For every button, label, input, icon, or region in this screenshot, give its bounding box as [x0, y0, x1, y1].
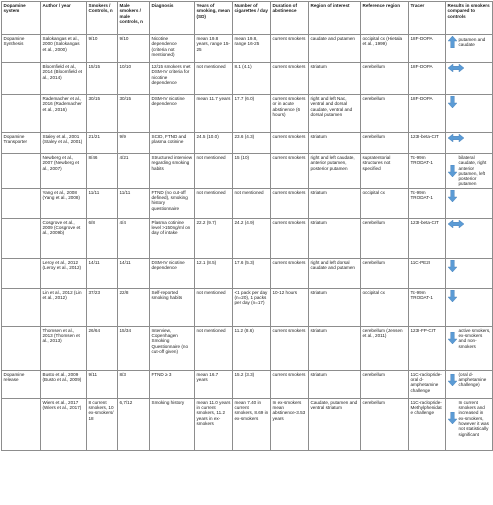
- cell-years: not mentioned: [195, 326, 233, 370]
- cell-result: [446, 288, 493, 326]
- cell-author: Lin et al., 2012 (Lin et al., 2012): [41, 288, 87, 326]
- cell-tracer: 123I-FP-CIT: [409, 326, 446, 370]
- cell-result: [446, 35, 493, 63]
- arrow-left-right-icon: [448, 134, 464, 142]
- cell-ref: cerebellum: [361, 258, 409, 288]
- cell-result: [446, 370, 493, 398]
- cell-n: 6/8: [87, 218, 118, 258]
- result-content: [448, 64, 491, 72]
- cell-male: 22/8: [118, 288, 150, 326]
- cell-years: mean 19.8 years, range 15-25: [195, 35, 233, 63]
- cell-diagnosis: SCID, FTND and plasma cotinine: [150, 133, 195, 154]
- cell-author: Cosgrove et al., 2009 (Cosgrove et al., 2009b): [41, 218, 87, 258]
- header-cell: Diagnosis: [150, 2, 195, 35]
- cell-cigs: 8.1 (4.1): [233, 63, 271, 95]
- cell-roi: striatum: [309, 218, 361, 258]
- cell-author: Yang et al., 2008 (Yang et al., 2008): [41, 188, 87, 218]
- cell-cigs: 23.6 (4.3): [233, 133, 271, 154]
- cell-ref: occipital cx: [361, 188, 409, 218]
- cell-diagnosis: Nicotine dependence (criteria not mentioned): [150, 35, 195, 63]
- arrow-down-icon: [448, 374, 457, 386]
- cell-tracer: 11C-PE2I: [409, 258, 446, 288]
- cell-ref: cerebellum: [361, 133, 409, 154]
- cell-result: [446, 218, 493, 258]
- cell-cigs: 15 (10): [233, 154, 271, 189]
- cell-ref: cerebellum: [361, 218, 409, 258]
- cell-ref: supratentorial structures not specified: [361, 154, 409, 189]
- cell-male: 4/4: [118, 218, 150, 258]
- result-text: active smokers, ex-smokers and non-smokers: [458, 327, 491, 349]
- cell-author: Newberg et al., 2007 (Newberg et al., 2007): [41, 154, 87, 189]
- cell-male: 4/21: [118, 154, 150, 189]
- cell-system: [2, 188, 41, 218]
- table-row: [2, 218, 493, 258]
- cell-ref: cerebellum (Jensen et al., 2011): [361, 326, 409, 370]
- cell-ref: occipital cx (Hietala et al., 1999): [361, 35, 409, 63]
- cell-roi: striatum: [309, 133, 361, 154]
- table-row: [2, 95, 493, 133]
- cell-ref: cerebellum: [361, 63, 409, 95]
- cell-diagnosis: Smoking history: [150, 398, 195, 450]
- header-cell: Reference region: [361, 2, 409, 35]
- cell-abstinence: current smokers: [271, 326, 309, 370]
- header-cell: Results in smokers compared to controls: [446, 2, 493, 35]
- cell-roi: caudate and putamen: [309, 35, 361, 63]
- cell-author: Wiers et al., 2017 (Wiers et al., 2017): [41, 398, 87, 450]
- cell-abstinence: current smokers: [271, 370, 309, 398]
- cell-n: 30/15: [87, 95, 118, 133]
- cell-years: not mentioned: [195, 63, 233, 95]
- cell-n: 15/15: [87, 63, 118, 95]
- cell-diagnosis: Structured interview regarding smoking habits: [150, 154, 195, 189]
- result-content: [448, 190, 491, 202]
- cell-years: 24.5 (10.0): [195, 133, 233, 154]
- cell-male: 8/3: [118, 370, 150, 398]
- cell-abstinence: current smokers: [271, 218, 309, 258]
- cell-abstinence: In ex-smokers mean abstinence-3.53 years: [271, 398, 309, 450]
- result-content: [448, 260, 491, 272]
- cell-system: Dopamine Transporter: [2, 133, 41, 154]
- cell-years: 12.1 (8.5): [195, 258, 233, 288]
- cell-tracer: 18F-DOPA: [409, 35, 446, 63]
- cell-roi: striatum: [309, 63, 361, 95]
- cell-author: Leroy et al., 2012 (Leroy et al., 2012): [41, 258, 87, 288]
- cell-author: Bloomfield et al., 2014 (Bloomfield et al., 2014): [41, 63, 87, 95]
- table-row: [2, 398, 493, 450]
- cell-n: 21/21: [87, 133, 118, 154]
- cell-system: [2, 288, 41, 326]
- table-row: [2, 188, 493, 218]
- result-text: bilateral caudate, right anterior putamen, left posterior putamen: [458, 155, 487, 187]
- arrow-down-icon: [448, 412, 457, 424]
- cell-abstinence: current smokers: [271, 133, 309, 154]
- result-content: [448, 96, 491, 108]
- table-row: [2, 133, 493, 154]
- cell-cigs: mean 7.40 in current smokers, 8.69 in ex-smokers: [233, 398, 271, 450]
- header-cell: Author / year: [41, 2, 87, 35]
- cell-result: [446, 133, 493, 154]
- cell-cigs: 24.2 (4.9): [233, 218, 271, 258]
- cell-abstinence: current smokers: [271, 188, 309, 218]
- cell-system: [2, 258, 41, 288]
- header-cell: Number of cigarettes / day: [233, 2, 271, 35]
- header-cell: Years of smoking, mean (SD): [195, 2, 233, 35]
- cell-cigs: 17.7 (6.0): [233, 95, 271, 133]
- cell-roi: right and left Nac, ventral and dorsal caudate, ventral and dorsal putamen: [309, 95, 361, 133]
- cell-years: not mentioned: [195, 154, 233, 189]
- arrow-down-icon: [448, 190, 457, 202]
- cell-diagnosis: FTND (no cut-off defined), smoking history questionnaire: [150, 188, 195, 218]
- cell-n: 8/46: [87, 154, 118, 189]
- cell-n: 14/11: [87, 258, 118, 288]
- cell-tracer: Tc-99m TRODAT-1: [409, 188, 446, 218]
- cell-roi: striatum: [309, 326, 361, 370]
- arrow-down-icon: [448, 290, 457, 302]
- cell-years: mean 11.7 years: [195, 95, 233, 133]
- cell-system: [2, 154, 41, 189]
- cell-system: [2, 326, 41, 370]
- result-content: [448, 220, 491, 228]
- cell-result: [446, 188, 493, 218]
- cell-abstinence: current smokers: [271, 258, 309, 288]
- arrow-left-right-icon: [448, 220, 464, 228]
- cell-n: 9/11: [87, 370, 118, 398]
- result-content: [448, 155, 491, 187]
- cell-male: 14/11: [118, 258, 150, 288]
- cell-tracer: 123I-beta-CIT: [409, 218, 446, 258]
- cell-ref: cerebellum: [361, 95, 409, 133]
- cell-diagnosis: FTND ≥ 3: [150, 370, 195, 398]
- cell-tracer: 11C-raclopride-oral d-amphetamine challenge: [409, 370, 446, 398]
- table-row: [2, 258, 493, 288]
- cell-n: 26/64: [87, 326, 118, 370]
- cell-system: [2, 218, 41, 258]
- cell-diagnosis: Interview, Copenhagen Smoking Questionnaire (no cut-off given): [150, 326, 195, 370]
- cell-n: 11/11: [87, 188, 118, 218]
- result-content: [448, 134, 491, 142]
- header-cell: Male smokers / male controls, n: [118, 2, 150, 35]
- cell-abstinence: current smokers: [271, 154, 309, 189]
- cell-male: 15/34: [118, 326, 150, 370]
- cell-roi: right and left caudate, anterior putamen, posterior putamen: [309, 154, 361, 189]
- cell-n: 37/23: [87, 288, 118, 326]
- cell-system: [2, 63, 41, 95]
- table-row: [2, 35, 493, 63]
- table-body: [2, 35, 493, 451]
- result-content: [448, 328, 491, 349]
- cell-roi: striatum: [309, 188, 361, 218]
- cell-male: 11/11: [118, 188, 150, 218]
- cell-roi: Caudate, putamen and ventral striatum: [309, 398, 361, 450]
- cell-system: Dopamine Synthesis: [2, 35, 41, 63]
- cell-author: Thomsen et al., 2013 (Thomsen et al., 2013): [41, 326, 87, 370]
- cell-tracer: Tc-99m TRODAT-1: [409, 154, 446, 189]
- cell-roi: striatum: [309, 370, 361, 398]
- arrow-up-icon: [448, 36, 457, 48]
- cell-years: mean 11.0 years in current smokers, 11.2 years in ex-smokers: [195, 398, 233, 450]
- cell-diagnosis: 12/15 smokers met DSM-IV criteria for nicotine dependence: [150, 63, 195, 95]
- cell-author: Salokangas et al., 2000 (Salokangas et al., 2000): [41, 35, 87, 63]
- result-text: In current smokers and increased in ex-smokers, however it was not statistically significant: [458, 399, 489, 437]
- cell-roi: right and left dorsal caudate and putamen: [309, 258, 361, 288]
- cell-result: [446, 63, 493, 95]
- cell-system: Dopamine release: [2, 370, 41, 398]
- arrow-left-right-icon: [448, 64, 464, 72]
- cell-tracer: 18F-DOPA: [409, 95, 446, 133]
- cell-roi: striatum: [309, 288, 361, 326]
- cell-ref: occipital cx: [361, 288, 409, 326]
- cell-diagnosis: Plasma cotinine level >150ng/ml on day of intake: [150, 218, 195, 258]
- cell-years: not mentioned: [195, 188, 233, 218]
- header-cell: Duration of abstinence: [271, 2, 309, 35]
- header-cell: Region of interest: [309, 2, 361, 35]
- cell-cigs: 11.2 (8.6): [233, 326, 271, 370]
- cell-male: 30/15: [118, 95, 150, 133]
- studies-table: [1, 1, 493, 451]
- header-cell: Smokers / Controls, n: [87, 2, 118, 35]
- cell-author: Rademacher et al., 2016 (Rademacher et al., 2016): [41, 95, 87, 133]
- result-text: putamen and caudate: [458, 36, 486, 47]
- header-cell: Dopamine system: [2, 2, 41, 35]
- table-row: [2, 154, 493, 189]
- cell-result: [446, 258, 493, 288]
- cell-n: 8 current smokers, 10 ex-smokers/ 18: [87, 398, 118, 450]
- cell-cigs: not mentioned: [233, 188, 271, 218]
- cell-cigs: 15.2 (3.3): [233, 370, 271, 398]
- table-row: [2, 288, 493, 326]
- cell-tracer: 18F-DOPA: [409, 63, 446, 95]
- cell-author: Staley et al., 2001 (Staley et al., 2001): [41, 133, 87, 154]
- cell-result: [446, 326, 493, 370]
- cell-years: 22.2 (9.7): [195, 218, 233, 258]
- arrow-down-icon: [448, 332, 457, 344]
- cell-cigs: mean 19.8, range 16-25: [233, 35, 271, 63]
- result-content: [448, 290, 491, 302]
- cell-n: 9/10: [87, 35, 118, 63]
- cell-ref: cerebellum: [361, 370, 409, 398]
- cell-abstinence: current smokers or in acute abstinence (6 hours): [271, 95, 309, 133]
- table-row: [2, 326, 493, 370]
- arrow-down-icon: [448, 260, 457, 272]
- cell-ref: cerebellum: [361, 398, 409, 450]
- cell-tracer: Tc-99m TRODAT-1: [409, 288, 446, 326]
- cell-tracer: 11C-raclopride-Methylphenidate challenge: [409, 398, 446, 450]
- result-text: (oral d-amphetamine challenge): [458, 371, 487, 388]
- cell-result: [446, 154, 493, 189]
- table-row: [2, 63, 493, 95]
- cell-male: 9/9: [118, 133, 150, 154]
- cell-abstinence: current smokers: [271, 35, 309, 63]
- result-content: [448, 372, 491, 388]
- cell-result: [446, 95, 493, 133]
- result-content: [448, 400, 491, 437]
- cell-author: Busto et al., 2009 (Busto et al., 2009): [41, 370, 87, 398]
- cell-abstinence: current smokers: [271, 63, 309, 95]
- cell-male: 9/10: [118, 35, 150, 63]
- cell-result: [446, 398, 493, 450]
- cell-years: not mentioned: [195, 288, 233, 326]
- table-header-row: [2, 2, 493, 35]
- arrow-down-icon: [448, 96, 457, 108]
- table-row: [2, 370, 493, 398]
- cell-cigs: 17.6 (5.3): [233, 258, 271, 288]
- cell-diagnosis: Self-reported smoking habits: [150, 288, 195, 326]
- cell-diagnosis: DSM-IV nicotine dependence: [150, 95, 195, 133]
- cell-years: mean 16.7 years: [195, 370, 233, 398]
- header-cell: Tracer: [409, 2, 446, 35]
- cell-tracer: 123I-beta-CIT: [409, 133, 446, 154]
- cell-system: [2, 95, 41, 133]
- cell-abstinence: 10-12 hours: [271, 288, 309, 326]
- cell-system: [2, 398, 41, 450]
- cell-male: 10/10: [118, 63, 150, 95]
- arrow-down-icon: [448, 165, 457, 177]
- cell-male: 6,7/12: [118, 398, 150, 450]
- cell-diagnosis: DSM-IV nicotine dependence: [150, 258, 195, 288]
- result-content: [448, 36, 491, 48]
- cell-cigs: <1 pack per day (n=20), 1 packs per day (n=17): [233, 288, 271, 326]
